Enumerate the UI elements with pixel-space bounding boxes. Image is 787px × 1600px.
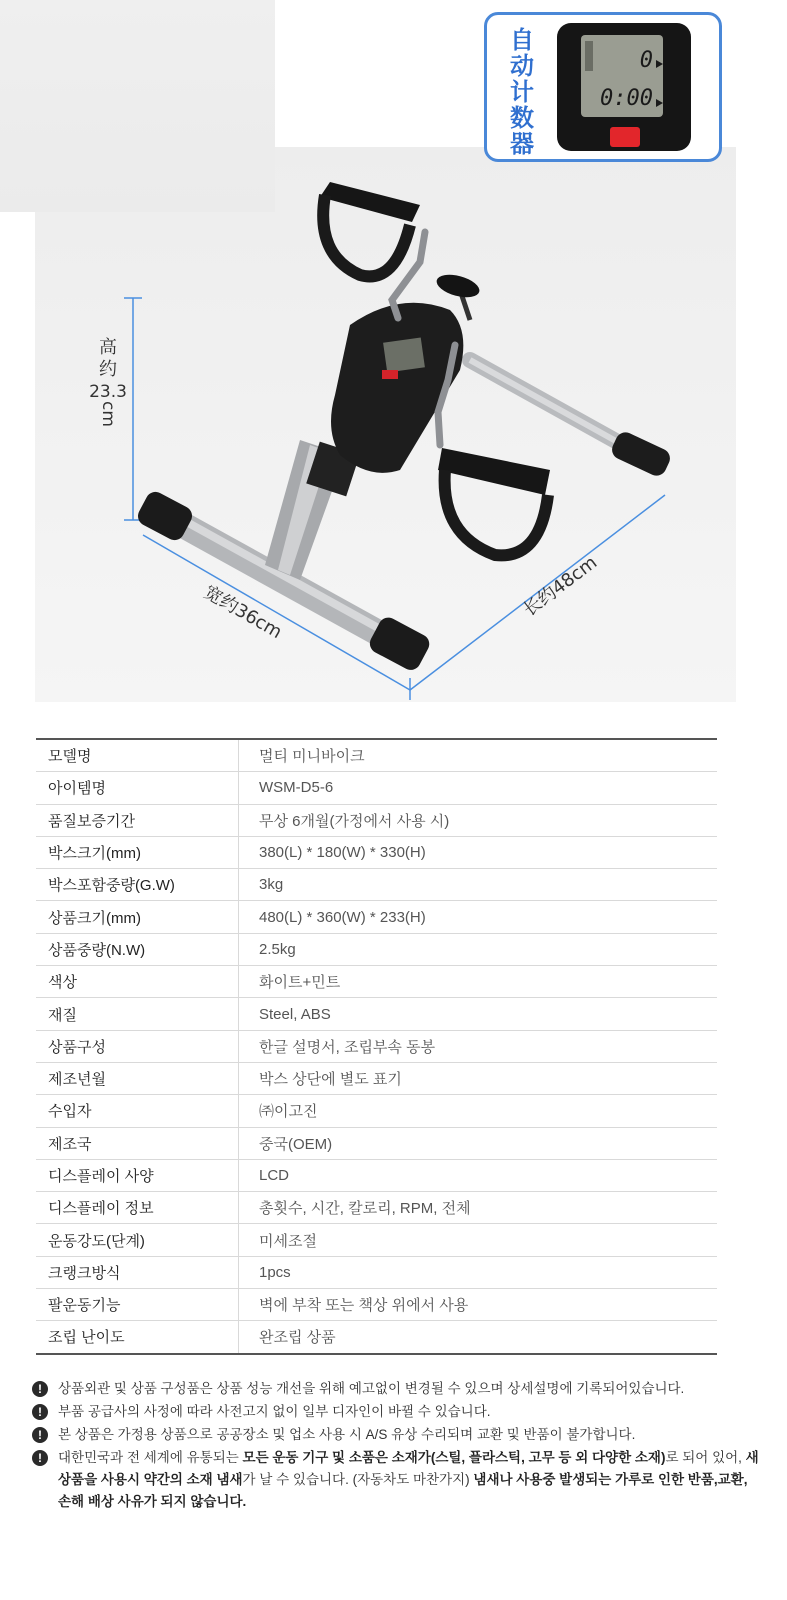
- spec-label: 운동강도(단계): [36, 1224, 239, 1256]
- spec-value: 3kg: [239, 869, 718, 901]
- lcd-counter-device: [555, 21, 695, 155]
- length-label: 长约48cm: [519, 552, 602, 621]
- spec-value: 완조립 상품: [239, 1321, 718, 1354]
- spec-row: [36, 1159, 717, 1191]
- spec-label: 디스플레이 사양: [36, 1159, 239, 1191]
- spec-value: 중국(OEM): [239, 1127, 718, 1159]
- spec-value: 480(L) * 360(W) * 233(H): [239, 901, 718, 933]
- notice-text-bold: 모든 운동 기구 및 소품은 소재가(스틸, 플라스틱, 고무 등 외 다양한 소재): [242, 1450, 666, 1465]
- notice-item: [30, 1447, 760, 1513]
- spec-row: [36, 1321, 717, 1354]
- spec-row: [36, 1256, 717, 1288]
- spec-row: [36, 836, 717, 868]
- spec-label: 수입자: [36, 1095, 239, 1127]
- notice-text-bold: 새상품을 사용시 약간의 소재 냄새: [58, 1450, 759, 1487]
- spec-value: 1pcs: [239, 1256, 718, 1288]
- spec-label: 아이템명: [36, 772, 239, 804]
- lower-pedal: [438, 448, 550, 555]
- spec-label: 박스포함중량(G.W): [36, 869, 239, 901]
- warning-icon: !: [32, 1427, 48, 1443]
- spec-row: [36, 804, 717, 836]
- spec-value: 무상 6개월(가정에서 사용 시): [239, 804, 718, 836]
- notice-text-plain: 로 되어 있어,: [665, 1450, 746, 1465]
- width-label: 宽约36cm: [200, 581, 286, 644]
- spec-row: [36, 933, 717, 965]
- spec-value: 한글 설명서, 조립부속 동봉: [239, 1030, 718, 1062]
- spec-value: 미세조절: [239, 1224, 718, 1256]
- notice-text: 상품외관 및 상품 구성품은 상품 성능 개선을 위해 예고없이 변경될 수 있으며 상세설명에 기록되어있습니다.: [58, 1381, 685, 1396]
- spec-row: [36, 1095, 717, 1127]
- upper-pedal: [320, 182, 420, 276]
- spec-label: 색상: [36, 966, 239, 998]
- spec-row: [36, 869, 717, 901]
- spec-label: 품질보증기간: [36, 804, 239, 836]
- lcd-count-readout: 0: [639, 48, 653, 73]
- spec-table: [36, 738, 717, 1355]
- spec-value: ㈜이고진: [239, 1095, 718, 1127]
- warning-icon: !: [32, 1381, 48, 1397]
- spec-label: 디스플레이 정보: [36, 1192, 239, 1224]
- notice-text-plain: 대한민국과 전 세계에 유통되는: [58, 1450, 243, 1465]
- height-label-line4: cm: [98, 401, 118, 427]
- reset-button-icon: [610, 127, 640, 147]
- spec-value: LCD: [239, 1159, 718, 1191]
- spec-label: 상품크기(mm): [36, 901, 239, 933]
- notice-item: [30, 1424, 760, 1446]
- spec-label: 모델명: [36, 739, 239, 772]
- spec-row: [36, 739, 717, 772]
- spec-value: 화이트+민트: [239, 966, 718, 998]
- spec-row: [36, 1062, 717, 1094]
- notice-text: 본 상품은 가정용 상품으로 공공장소 및 업소 사용 시 A/S 유상 수리되며 교환 및 반품이 불가합니다.: [58, 1427, 636, 1442]
- warning-icon: !: [32, 1450, 48, 1466]
- spec-label: 제조국: [36, 1127, 239, 1159]
- spec-label: 상품구성: [36, 1030, 239, 1062]
- notice-list: [30, 1378, 760, 1514]
- notice-text-bold: 냄새나 사용중 발생되는 가루로 인한 반품,교환,손해 배상 사유가 되지 않습니다.: [58, 1472, 748, 1509]
- spec-label: 박스크기(mm): [36, 836, 239, 868]
- spec-value: 총횟수, 시간, 칼로리, RPM, 전체: [239, 1192, 718, 1224]
- notice-item: [30, 1401, 760, 1423]
- counter-inset: [484, 12, 722, 162]
- spec-value: 380(L) * 180(W) * 330(H): [239, 836, 718, 868]
- spec-label: 크랭크방식: [36, 1256, 239, 1288]
- height-label-line2: 约: [99, 359, 117, 380]
- lcd-time-readout: 0:00: [600, 86, 653, 111]
- spec-value: 박스 상단에 별도 표기: [239, 1062, 718, 1094]
- spec-row: [36, 1224, 717, 1256]
- product-hero: [0, 0, 787, 710]
- spec-label: 팔운동기능: [36, 1289, 239, 1321]
- center-post: [265, 440, 360, 580]
- spec-row: [36, 998, 717, 1030]
- spec-row: [36, 772, 717, 804]
- height-label-line1: 高: [99, 337, 117, 358]
- counter-inset-label: 自动计数器: [510, 26, 534, 158]
- spec-row: [36, 1127, 717, 1159]
- spec-value: 벽에 부착 또는 책상 위에서 사용: [239, 1289, 718, 1321]
- spec-label: 조립 난이도: [36, 1321, 239, 1354]
- spec-row: [36, 966, 717, 998]
- spec-label: 재질: [36, 998, 239, 1030]
- notice-text: 부품 공급사의 사정에 따라 사전고지 없이 일부 디자인이 바뀔 수 있습니다.: [58, 1404, 491, 1419]
- spec-row: [36, 1192, 717, 1224]
- warning-icon: !: [32, 1404, 48, 1420]
- spec-label: 상품중량(N.W): [36, 933, 239, 965]
- notice-item: [30, 1378, 760, 1400]
- spec-value: 2.5kg: [239, 933, 718, 965]
- spec-row: [36, 901, 717, 933]
- spec-value: Steel, ABS: [239, 998, 718, 1030]
- spec-row: [36, 1289, 717, 1321]
- spec-value: WSM-D5-6: [239, 772, 718, 804]
- spec-value: 멀티 미니바이크: [239, 739, 718, 772]
- notice-text-plain: 가 날 수 있습니다. (자동차도 마찬가지): [242, 1472, 474, 1487]
- spec-row: [36, 1030, 717, 1062]
- height-label-line3: 23.3: [89, 382, 127, 402]
- spec-label: 제조년월: [36, 1062, 239, 1094]
